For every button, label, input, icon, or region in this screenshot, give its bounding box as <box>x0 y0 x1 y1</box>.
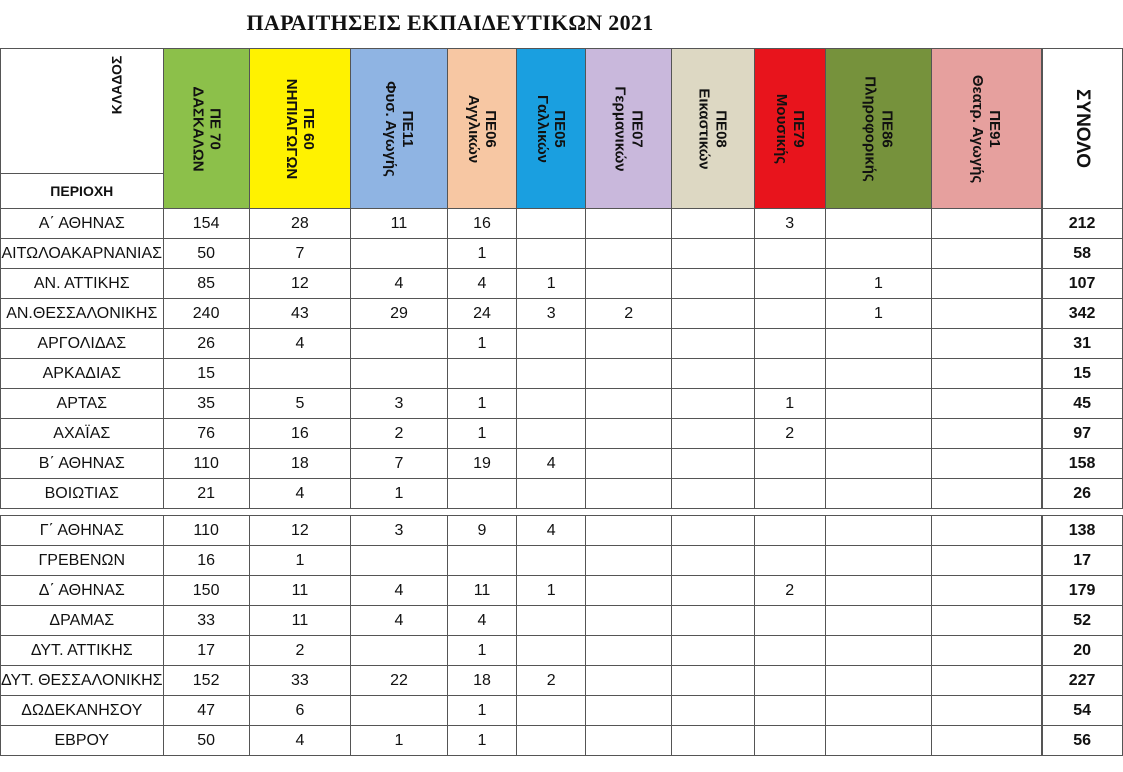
value-cell <box>825 576 931 606</box>
table-row <box>1 636 1123 666</box>
value-cell <box>586 636 672 666</box>
total-cell: 17 <box>1042 546 1122 576</box>
value-cell: 33 <box>163 606 249 636</box>
value-cell <box>586 239 672 269</box>
value-cell <box>825 666 931 696</box>
value-cell: 4 <box>351 606 448 636</box>
value-cell <box>932 419 1041 449</box>
value-cell <box>754 546 825 576</box>
total-cell: 26 <box>1042 479 1122 509</box>
column-header <box>517 49 586 209</box>
value-cell <box>825 239 931 269</box>
value-cell <box>754 479 825 509</box>
value-cell <box>932 209 1041 239</box>
column-header <box>672 49 754 209</box>
value-cell: 3 <box>351 516 448 546</box>
value-cell: 1 <box>351 726 448 756</box>
value-cell <box>672 419 754 449</box>
table-row <box>1 666 1123 696</box>
value-cell: 50 <box>163 239 249 269</box>
value-cell: 1 <box>517 269 586 299</box>
region-cell: ΑΡΓΟΛΙΔΑΣ <box>1 329 164 359</box>
column-header <box>586 49 672 209</box>
value-cell <box>672 359 754 389</box>
value-cell: 152 <box>163 666 249 696</box>
value-cell: 4 <box>447 269 516 299</box>
region-cell: Β΄ ΑΘΗΝΑΣ <box>1 449 164 479</box>
total-cell: 342 <box>1042 299 1122 329</box>
table-row <box>1 269 1123 299</box>
value-cell <box>754 726 825 756</box>
value-cell: 7 <box>249 239 350 269</box>
value-cell <box>517 726 586 756</box>
value-cell <box>754 299 825 329</box>
value-cell <box>672 329 754 359</box>
value-cell: 4 <box>447 606 516 636</box>
value-cell: 19 <box>447 449 516 479</box>
value-cell <box>932 449 1041 479</box>
value-cell <box>586 419 672 449</box>
column-code: ΠΕ 60 <box>299 107 317 150</box>
value-cell: 11 <box>447 576 516 606</box>
value-cell <box>249 359 350 389</box>
value-cell <box>825 546 931 576</box>
value-cell <box>672 269 754 299</box>
total-cell: 31 <box>1042 329 1122 359</box>
value-cell: 22 <box>351 666 448 696</box>
value-cell <box>517 479 586 509</box>
table-row <box>1 726 1123 756</box>
column-code: ΠΕ91 <box>986 109 1004 148</box>
value-cell <box>351 636 448 666</box>
value-cell <box>825 636 931 666</box>
value-cell <box>932 576 1041 606</box>
value-cell: 2 <box>517 666 586 696</box>
value-cell: 2 <box>754 576 825 606</box>
value-cell: 110 <box>163 449 249 479</box>
value-cell: 28 <box>249 209 350 239</box>
column-subject: Μουσικής <box>772 93 790 164</box>
value-cell <box>754 329 825 359</box>
value-cell <box>447 479 516 509</box>
value-cell: 50 <box>163 726 249 756</box>
value-cell: 1 <box>447 726 516 756</box>
region-cell: Α΄ ΑΘΗΝΑΣ <box>1 209 164 239</box>
value-cell <box>932 606 1041 636</box>
value-cell <box>586 726 672 756</box>
value-cell <box>586 449 672 479</box>
value-cell <box>825 516 931 546</box>
value-cell <box>932 269 1041 299</box>
value-cell: 150 <box>163 576 249 606</box>
value-cell <box>517 696 586 726</box>
total-cell: 54 <box>1042 696 1122 726</box>
value-cell <box>825 449 931 479</box>
value-cell: 17 <box>163 636 249 666</box>
column-header <box>249 49 350 209</box>
value-cell <box>517 419 586 449</box>
value-cell <box>932 329 1041 359</box>
value-cell: 12 <box>249 516 350 546</box>
value-cell <box>586 546 672 576</box>
column-subject: Αγγλικών <box>465 94 483 163</box>
value-cell <box>672 636 754 666</box>
column-code: ΠΕ11 <box>398 110 416 147</box>
total-cell: 45 <box>1042 389 1122 419</box>
value-cell: 16 <box>447 209 516 239</box>
value-cell <box>672 209 754 239</box>
table-row <box>1 449 1123 479</box>
value-cell <box>932 666 1041 696</box>
table-row <box>1 576 1123 606</box>
total-cell: 227 <box>1042 666 1122 696</box>
column-header <box>754 49 825 209</box>
value-cell <box>517 359 586 389</box>
value-cell: 15 <box>163 359 249 389</box>
value-cell: 1 <box>249 546 350 576</box>
value-cell <box>754 606 825 636</box>
column-header <box>447 49 516 209</box>
value-cell <box>672 606 754 636</box>
value-cell: 1 <box>447 696 516 726</box>
value-cell: 1 <box>825 299 931 329</box>
value-cell <box>586 479 672 509</box>
value-cell <box>586 666 672 696</box>
value-cell: 6 <box>249 696 350 726</box>
value-cell: 3 <box>351 389 448 419</box>
column-header <box>825 49 931 209</box>
value-cell <box>754 239 825 269</box>
value-cell <box>672 666 754 696</box>
value-cell: 4 <box>249 726 350 756</box>
region-cell: ΑΧΑΪΑΣ <box>1 419 164 449</box>
value-cell: 3 <box>754 209 825 239</box>
value-cell <box>825 329 931 359</box>
value-cell: 29 <box>351 299 448 329</box>
value-cell <box>754 696 825 726</box>
value-cell: 4 <box>351 576 448 606</box>
value-cell: 154 <box>163 209 249 239</box>
value-cell <box>586 606 672 636</box>
value-cell: 18 <box>249 449 350 479</box>
value-cell <box>586 576 672 606</box>
value-cell <box>672 696 754 726</box>
klados-label: ΚΛΑΔΟΣ <box>108 55 125 115</box>
column-subject: ΝΗΠΙΑΓΩΓΩΝ <box>282 78 300 179</box>
table-row <box>1 299 1123 329</box>
region-cell: ΕΒΡΟΥ <box>1 726 164 756</box>
value-cell <box>586 209 672 239</box>
value-cell: 2 <box>249 636 350 666</box>
value-cell <box>672 516 754 546</box>
value-cell <box>932 516 1041 546</box>
region-cell: ΑΡΤΑΣ <box>1 389 164 419</box>
total-cell: 20 <box>1042 636 1122 666</box>
region-cell: ΑΝ.ΘΕΣΣΑΛΟΝΙΚΗΣ <box>1 299 164 329</box>
value-cell <box>754 449 825 479</box>
table-row <box>1 479 1123 509</box>
column-code: ΠΕ86 <box>878 109 896 148</box>
value-cell <box>754 636 825 666</box>
value-cell <box>672 389 754 419</box>
value-cell: 21 <box>163 479 249 509</box>
value-cell: 7 <box>351 449 448 479</box>
value-cell <box>351 239 448 269</box>
value-cell <box>672 576 754 606</box>
column-subject: Γαλλικών <box>534 94 552 163</box>
value-cell: 2 <box>754 419 825 449</box>
total-label: ΣΥΝΟΛΟ <box>1071 88 1093 168</box>
table-row <box>1 516 1123 546</box>
value-cell <box>672 546 754 576</box>
column-code: ΠΕ 70 <box>206 107 224 150</box>
value-cell: 76 <box>163 419 249 449</box>
table-row <box>1 606 1123 636</box>
value-cell: 26 <box>163 329 249 359</box>
value-cell <box>672 449 754 479</box>
region-cell: ΓΡΕΒΕΝΩΝ <box>1 546 164 576</box>
value-cell <box>447 359 516 389</box>
column-header <box>163 49 249 209</box>
periochi-label: ΠΕΡΙΟΧΗ <box>1 173 163 208</box>
value-cell <box>825 479 931 509</box>
value-cell <box>586 359 672 389</box>
region-cell: ΔΥΤ. ΑΤΤΙΚΗΣ <box>1 636 164 666</box>
value-cell: 240 <box>163 299 249 329</box>
value-cell <box>754 269 825 299</box>
total-cell: 58 <box>1042 239 1122 269</box>
value-cell: 35 <box>163 389 249 419</box>
column-subject: Θεατρ. Αγωγής <box>969 74 987 183</box>
value-cell <box>754 359 825 389</box>
column-code: ΠΕ06 <box>482 109 500 148</box>
value-cell: 4 <box>517 516 586 546</box>
column-subject: ΔΑΣΚΑΛΩΝ <box>189 85 207 172</box>
value-cell <box>825 209 931 239</box>
value-cell <box>517 239 586 269</box>
total-header <box>1042 49 1122 209</box>
value-cell <box>586 329 672 359</box>
total-cell: 158 <box>1042 449 1122 479</box>
region-cell: ΑΡΚΑΔΙΑΣ <box>1 359 164 389</box>
total-cell: 212 <box>1042 209 1122 239</box>
value-cell: 1 <box>825 269 931 299</box>
region-cell: ΔΩΔΕΚΑΝΗΣΟΥ <box>1 696 164 726</box>
table-row <box>1 329 1123 359</box>
value-cell <box>517 546 586 576</box>
column-code: ΠΕ07 <box>628 109 646 148</box>
value-cell <box>351 329 448 359</box>
value-cell: 4 <box>249 329 350 359</box>
region-cell: ΒΟΙΩΤΙΑΣ <box>1 479 164 509</box>
column-subject: Πληροφορικής <box>861 75 879 182</box>
table-row <box>1 419 1123 449</box>
row-gap <box>1 509 1123 516</box>
value-cell: 1 <box>447 636 516 666</box>
value-cell <box>932 636 1041 666</box>
value-cell <box>672 726 754 756</box>
total-cell: 107 <box>1042 269 1122 299</box>
gap-cell <box>1 509 1123 516</box>
value-cell: 4 <box>351 269 448 299</box>
value-cell <box>825 419 931 449</box>
value-cell <box>932 726 1041 756</box>
value-cell: 1 <box>447 389 516 419</box>
value-cell: 110 <box>163 516 249 546</box>
value-cell: 2 <box>586 299 672 329</box>
value-cell <box>351 696 448 726</box>
value-cell <box>586 696 672 726</box>
value-cell: 85 <box>163 269 249 299</box>
region-cell: ΑΙΤΩΛΟΑΚΑΡΝΑΝΙΑΣ <box>1 239 164 269</box>
total-cell: 179 <box>1042 576 1122 606</box>
value-cell <box>932 239 1041 269</box>
value-cell: 1 <box>351 479 448 509</box>
column-code: ΠΕ08 <box>712 109 730 148</box>
resignations-table <box>0 48 1123 756</box>
value-cell: 11 <box>249 606 350 636</box>
header-row <box>1 49 1123 209</box>
value-cell: 11 <box>249 576 350 606</box>
total-cell: 138 <box>1042 516 1122 546</box>
column-subject: Φυσ. Αγωγής <box>381 80 399 177</box>
value-cell: 16 <box>163 546 249 576</box>
table-row <box>1 209 1123 239</box>
region-cell: ΔΡΑΜΑΣ <box>1 606 164 636</box>
value-cell: 1 <box>447 419 516 449</box>
table-row <box>1 546 1123 576</box>
value-cell <box>932 359 1041 389</box>
value-cell <box>932 479 1041 509</box>
value-cell <box>825 606 931 636</box>
total-cell: 15 <box>1042 359 1122 389</box>
corner-cell <box>1 49 164 209</box>
value-cell: 12 <box>249 269 350 299</box>
region-cell: ΔΥΤ. ΘΕΣΣΑΛΟΝΙΚΗΣ <box>1 666 164 696</box>
region-cell: ΑΝ. ΑΤΤΙΚΗΣ <box>1 269 164 299</box>
value-cell: 16 <box>249 419 350 449</box>
value-cell <box>932 389 1041 419</box>
value-cell: 43 <box>249 299 350 329</box>
value-cell <box>932 696 1041 726</box>
total-cell: 97 <box>1042 419 1122 449</box>
value-cell <box>825 389 931 419</box>
value-cell <box>825 359 931 389</box>
region-cell: Γ΄ ΑΘΗΝΑΣ <box>1 516 164 546</box>
value-cell <box>672 479 754 509</box>
value-cell <box>517 389 586 419</box>
value-cell: 1 <box>447 239 516 269</box>
table-row <box>1 359 1123 389</box>
value-cell: 1 <box>754 389 825 419</box>
value-cell <box>754 516 825 546</box>
value-cell: 47 <box>163 696 249 726</box>
column-header <box>932 49 1041 209</box>
value-cell: 1 <box>517 576 586 606</box>
value-cell <box>586 516 672 546</box>
value-cell <box>517 636 586 666</box>
value-cell <box>754 666 825 696</box>
value-cell: 11 <box>351 209 448 239</box>
value-cell <box>825 726 931 756</box>
value-cell <box>672 239 754 269</box>
page-title: ΠΑΡΑΙΤΗΣΕΙΣ ΕΚΠΑΙΔΕΥΤΙΚΩΝ 2021 <box>246 10 654 35</box>
value-cell <box>586 389 672 419</box>
column-header <box>351 49 448 209</box>
region-cell: Δ΄ ΑΘΗΝΑΣ <box>1 576 164 606</box>
total-cell: 56 <box>1042 726 1122 756</box>
column-code: ΠΕ05 <box>551 109 569 148</box>
table-row <box>1 696 1123 726</box>
value-cell: 3 <box>517 299 586 329</box>
column-code: ΠΕ79 <box>789 109 807 148</box>
value-cell <box>517 329 586 359</box>
value-cell: 24 <box>447 299 516 329</box>
value-cell <box>932 299 1041 329</box>
value-cell: 1 <box>447 329 516 359</box>
value-cell <box>825 696 931 726</box>
value-cell: 4 <box>249 479 350 509</box>
value-cell <box>672 299 754 329</box>
value-cell <box>351 546 448 576</box>
value-cell <box>517 209 586 239</box>
value-cell: 2 <box>351 419 448 449</box>
value-cell: 9 <box>447 516 516 546</box>
value-cell <box>517 606 586 636</box>
column-subject: Εικαστικών <box>695 87 713 170</box>
column-subject: Γερμανικών <box>611 85 629 172</box>
table-row <box>1 239 1123 269</box>
total-cell: 52 <box>1042 606 1122 636</box>
value-cell <box>447 546 516 576</box>
table-row <box>1 389 1123 419</box>
value-cell: 33 <box>249 666 350 696</box>
value-cell <box>351 359 448 389</box>
value-cell: 4 <box>517 449 586 479</box>
value-cell: 18 <box>447 666 516 696</box>
value-cell <box>586 269 672 299</box>
value-cell <box>932 546 1041 576</box>
value-cell: 5 <box>249 389 350 419</box>
